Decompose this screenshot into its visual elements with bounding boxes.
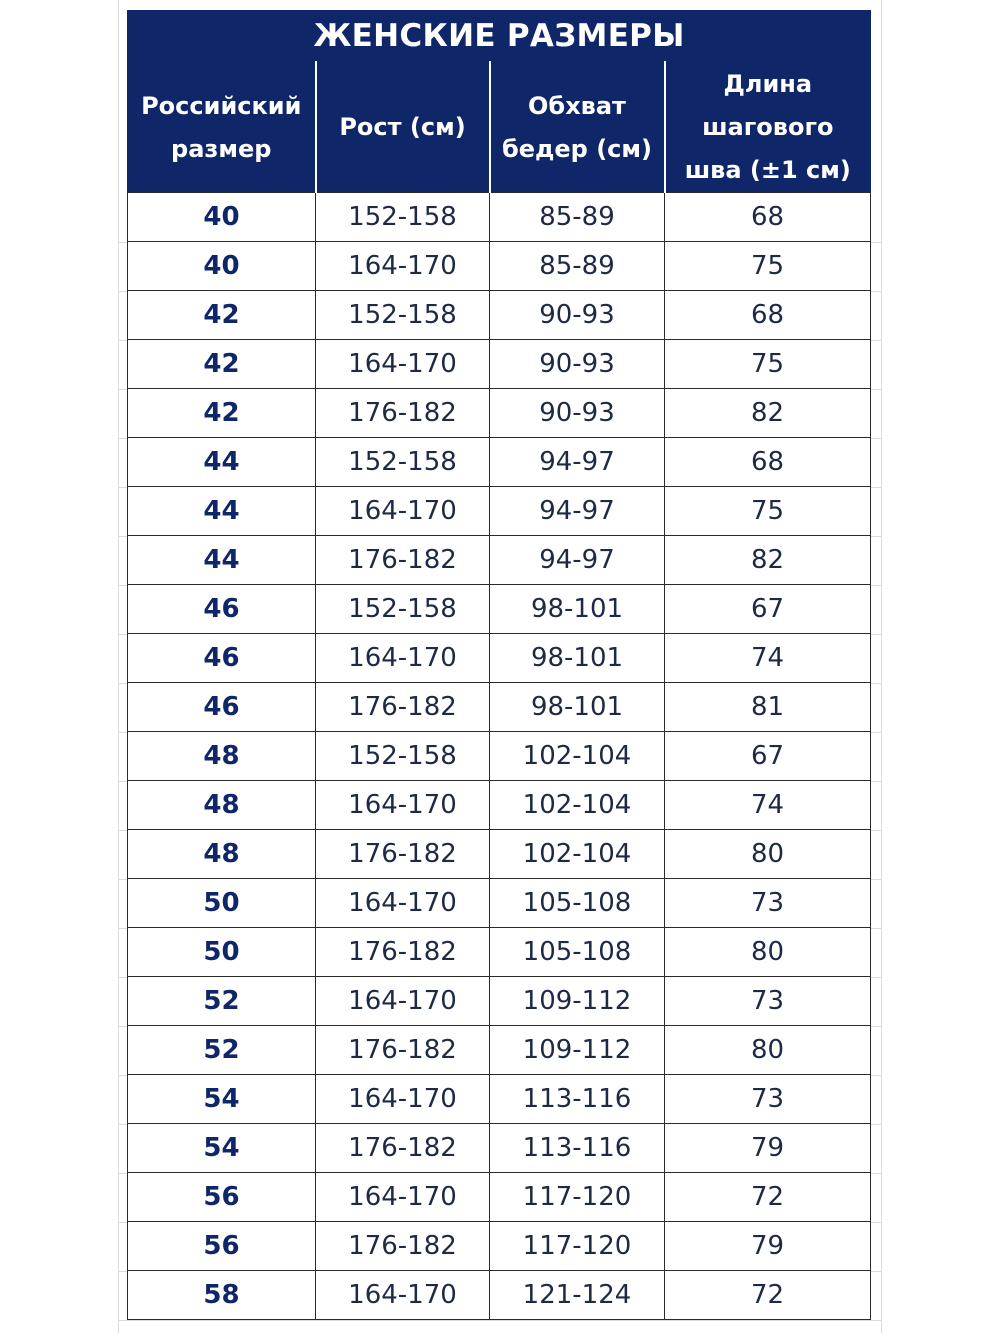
cell-hip-girth: 117-120 [490, 1173, 665, 1222]
cell-inseam-length: 67 [665, 585, 871, 634]
header-line: Длина [723, 70, 813, 98]
cell-hip-girth: 121-124 [490, 1271, 665, 1320]
cell-russian-size: 54 [128, 1075, 316, 1124]
column-header-inseam [665, 62, 871, 193]
cell-height: 164-170 [316, 634, 490, 683]
cell-hip-girth: 102-104 [490, 732, 665, 781]
cell-inseam-length: 74 [665, 781, 871, 830]
cell-russian-size: 52 [128, 1026, 316, 1075]
cell-inseam-length: 73 [665, 977, 871, 1026]
table-row [128, 781, 871, 830]
cell-hip-girth: 98-101 [490, 683, 665, 732]
cell-height: 176-182 [316, 389, 490, 438]
cell-height: 164-170 [316, 781, 490, 830]
cell-russian-size: 48 [128, 732, 316, 781]
cell-hip-girth: 109-112 [490, 977, 665, 1026]
table-body [128, 193, 871, 1320]
cell-hip-girth: 90-93 [490, 389, 665, 438]
table-row [128, 1075, 871, 1124]
cell-height: 164-170 [316, 487, 490, 536]
cell-height: 152-158 [316, 438, 490, 487]
cell-russian-size: 58 [128, 1271, 316, 1320]
cell-russian-size: 44 [128, 536, 316, 585]
cell-hip-girth: 105-108 [490, 928, 665, 977]
cell-hip-girth: 117-120 [490, 1222, 665, 1271]
cell-inseam-length: 80 [665, 928, 871, 977]
cell-inseam-length: 79 [665, 1124, 871, 1173]
cell-russian-size: 48 [128, 781, 316, 830]
cell-inseam-length: 68 [665, 438, 871, 487]
cell-russian-size: 46 [128, 683, 316, 732]
cell-height: 176-182 [316, 536, 490, 585]
cell-russian-size: 50 [128, 879, 316, 928]
cell-height: 176-182 [316, 1222, 490, 1271]
cell-hip-girth: 85-89 [490, 193, 665, 242]
cell-inseam-length: 82 [665, 389, 871, 438]
cell-height: 176-182 [316, 1124, 490, 1173]
gridline [118, 0, 119, 1333]
cell-hip-girth: 85-89 [490, 242, 665, 291]
table-row [128, 389, 871, 438]
cell-russian-size: 40 [128, 242, 316, 291]
table-row [128, 977, 871, 1026]
cell-hip-girth: 98-101 [490, 634, 665, 683]
cell-inseam-length: 73 [665, 1075, 871, 1124]
column-header-height [316, 62, 490, 193]
table-row [128, 193, 871, 242]
cell-hip-girth: 94-97 [490, 536, 665, 585]
cell-inseam-length: 68 [665, 291, 871, 340]
table-row [128, 732, 871, 781]
table-row [128, 242, 871, 291]
header-line: бедер (см) [501, 134, 652, 163]
header-line: Российский [141, 91, 302, 120]
cell-hip-girth: 98-101 [490, 585, 665, 634]
cell-height: 164-170 [316, 1075, 490, 1124]
cell-russian-size: 44 [128, 438, 316, 487]
cell-inseam-length: 74 [665, 634, 871, 683]
cell-inseam-length: 75 [665, 340, 871, 389]
cell-russian-size: 46 [128, 585, 316, 634]
cell-inseam-length: 82 [665, 536, 871, 585]
cell-inseam-length: 72 [665, 1271, 871, 1320]
cell-height: 152-158 [316, 291, 490, 340]
table-row [128, 830, 871, 879]
header-line: шва (±1 см) [684, 156, 851, 184]
header-row [128, 62, 871, 193]
cell-hip-girth: 94-97 [490, 438, 665, 487]
cell-hip-girth: 102-104 [490, 830, 665, 879]
cell-height: 164-170 [316, 1271, 490, 1320]
cell-hip-girth: 90-93 [490, 291, 665, 340]
table-row [128, 487, 871, 536]
cell-height: 176-182 [316, 830, 490, 879]
header-line: Обхват [528, 91, 626, 120]
table-row [128, 536, 871, 585]
header-line: Рост (см) [339, 113, 466, 141]
cell-hip-girth: 94-97 [490, 487, 665, 536]
cell-inseam-length: 68 [665, 193, 871, 242]
cell-russian-size: 42 [128, 340, 316, 389]
cell-russian-size: 42 [128, 389, 316, 438]
table-row [128, 1124, 871, 1173]
cell-russian-size: 54 [128, 1124, 316, 1173]
table-row [128, 879, 871, 928]
cell-height: 164-170 [316, 879, 490, 928]
cell-russian-size: 56 [128, 1173, 316, 1222]
table-row [128, 634, 871, 683]
cell-inseam-length: 80 [665, 1026, 871, 1075]
cell-hip-girth: 113-116 [490, 1075, 665, 1124]
cell-russian-size: 52 [128, 977, 316, 1026]
column-header-size [128, 62, 316, 193]
cell-russian-size: 40 [128, 193, 316, 242]
table-row [128, 1173, 871, 1222]
gridline [881, 0, 882, 1333]
cell-hip-girth: 105-108 [490, 879, 665, 928]
table-row [128, 1271, 871, 1320]
table-row [128, 683, 871, 732]
table-row [128, 928, 871, 977]
cell-russian-size: 50 [128, 928, 316, 977]
cell-height: 164-170 [316, 242, 490, 291]
table-row [128, 585, 871, 634]
cell-hip-girth: 109-112 [490, 1026, 665, 1075]
cell-height: 176-182 [316, 1026, 490, 1075]
table-row [128, 340, 871, 389]
header-line: шагового [702, 113, 834, 141]
table-row [128, 1222, 871, 1271]
column-header-hips [490, 62, 665, 193]
size-chart-table [127, 10, 871, 1320]
header-line: размер [171, 134, 272, 163]
cell-russian-size: 44 [128, 487, 316, 536]
cell-inseam-length: 79 [665, 1222, 871, 1271]
gridline [118, 1320, 882, 1321]
cell-hip-girth: 113-116 [490, 1124, 665, 1173]
cell-inseam-length: 75 [665, 487, 871, 536]
cell-height: 176-182 [316, 683, 490, 732]
cell-height: 164-170 [316, 1173, 490, 1222]
cell-russian-size: 56 [128, 1222, 316, 1271]
cell-height: 164-170 [316, 340, 490, 389]
cell-inseam-length: 75 [665, 242, 871, 291]
table-row [128, 438, 871, 487]
cell-inseam-length: 73 [665, 879, 871, 928]
cell-russian-size: 46 [128, 634, 316, 683]
table-title: ЖЕНСКИЕ РАЗМЕРЫ [128, 11, 871, 63]
cell-inseam-length: 72 [665, 1173, 871, 1222]
cell-inseam-length: 80 [665, 830, 871, 879]
cell-height: 164-170 [316, 977, 490, 1026]
cell-height: 152-158 [316, 732, 490, 781]
cell-hip-girth: 90-93 [490, 340, 665, 389]
cell-inseam-length: 81 [665, 683, 871, 732]
table-row [128, 291, 871, 340]
cell-hip-girth: 102-104 [490, 781, 665, 830]
cell-height: 152-158 [316, 585, 490, 634]
cell-height: 176-182 [316, 928, 490, 977]
cell-russian-size: 42 [128, 291, 316, 340]
cell-height: 152-158 [316, 193, 490, 242]
cell-russian-size: 48 [128, 830, 316, 879]
cell-inseam-length: 67 [665, 732, 871, 781]
table-row [128, 1026, 871, 1075]
